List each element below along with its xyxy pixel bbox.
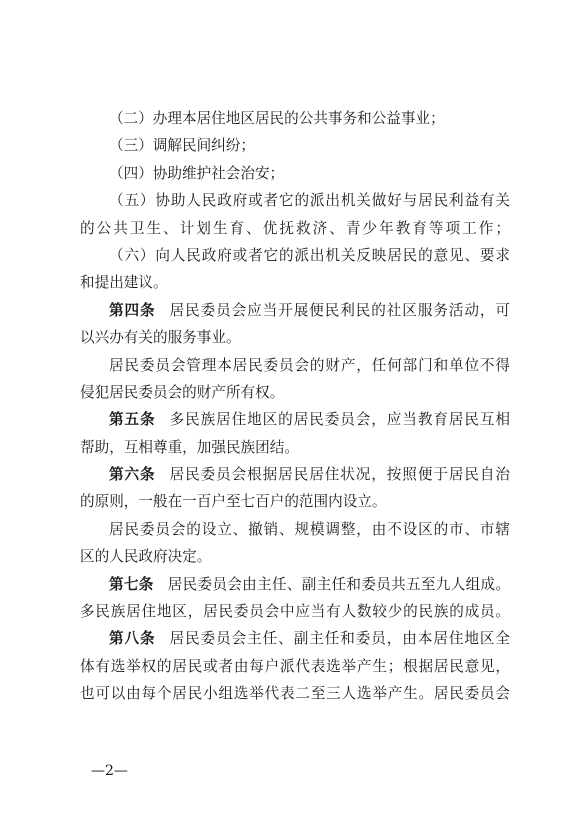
line-text: 居民委员会应当开展便民利民的社区服务活动，可	[169, 301, 510, 319]
line-text: 居民委员会根据居民居住状况，按照便于居民自治	[169, 466, 510, 484]
article-6-line-2	[80, 488, 510, 515]
article-4-line-1	[80, 297, 510, 324]
line-text: （六）向人民政府或者它的派出机关反映居民的意见、要求	[109, 246, 510, 264]
line-text: 的原则，一般在一百户至七百户的范围内设立。	[80, 493, 387, 511]
article-heading: 第六条	[109, 466, 156, 484]
list-item-5-line-1	[80, 187, 510, 214]
line-text: 的公共卫生、计划生育、优抚救济、青少年教育等项工作；	[80, 219, 510, 237]
line-text: （三）调解民间纠纷；	[109, 137, 255, 155]
line-text: 和提出建议。	[80, 274, 168, 292]
article-heading: 第八条	[109, 630, 156, 648]
article-heading: 第五条	[109, 411, 156, 429]
list-item-6-line-2	[80, 269, 510, 296]
line-text: 也可以由每个居民小组选举代表二至三人选举产生。居民委员会	[80, 685, 510, 703]
line-text: 以兴办有关的服务事业。	[80, 329, 241, 347]
article-4-para-2-line-2	[80, 379, 510, 406]
line-text: 居民委员会由主任、副主任和委员共五至九人组成。	[167, 575, 510, 593]
line-text: 帮助，互相尊重，加强民族团结。	[80, 438, 299, 456]
line-text: 侵犯居民委员会的财产所有权。	[80, 383, 285, 401]
list-item-6-line-1	[80, 242, 510, 269]
list-item-4	[80, 160, 510, 187]
article-6-para-2-line-1	[80, 516, 510, 543]
line-text: 多民族居住地区，居民委员会中应当有人数较少的民族的成员。	[80, 603, 510, 621]
line-text: 居民委员会主任、副主任和委员，由本居住地区全	[169, 630, 510, 648]
line-text: （四）协助维护社会治安；	[109, 164, 285, 182]
article-4-line-2	[80, 324, 510, 351]
article-7-line-2	[80, 598, 510, 625]
line-text: 居民委员会管理本居民委员会的财产，任何部门和单位不得	[109, 356, 510, 374]
article-8-line-1	[80, 625, 510, 652]
line-text: 体有选举权的居民或者由每户派代表选举产生；根据居民意见，	[80, 657, 510, 675]
list-item-3	[80, 132, 510, 159]
line-text: 区的人民政府决定。	[80, 548, 212, 566]
line-text: （二）办理本居住地区居民的公共事务和公益事业；	[109, 110, 445, 127]
line-text: （五）协助人民政府或者它的派出机关做好与居民利益有关	[109, 192, 510, 210]
line-text: 多民族居住地区的居民委员会，应当教育居民互相	[169, 411, 510, 429]
line-text: 居民委员会的设立、撤销、规模调整，由不设区的市、市辖	[109, 520, 510, 538]
article-5-line-2	[80, 434, 510, 461]
article-4-para-2-line-1	[80, 352, 510, 379]
page-number: —2—	[91, 763, 128, 779]
article-7-line-1	[80, 571, 510, 598]
article-8-line-2	[80, 653, 510, 680]
article-heading: 第四条	[109, 301, 156, 319]
article-heading: 第七条	[109, 575, 154, 593]
list-item-2	[80, 105, 510, 132]
body-text	[80, 105, 510, 708]
article-5-line-1	[80, 406, 510, 433]
article-6-line-1	[80, 461, 510, 488]
list-item-5-line-2	[80, 215, 510, 242]
article-8-line-3	[80, 680, 510, 707]
article-6-para-2-line-2	[80, 543, 510, 570]
